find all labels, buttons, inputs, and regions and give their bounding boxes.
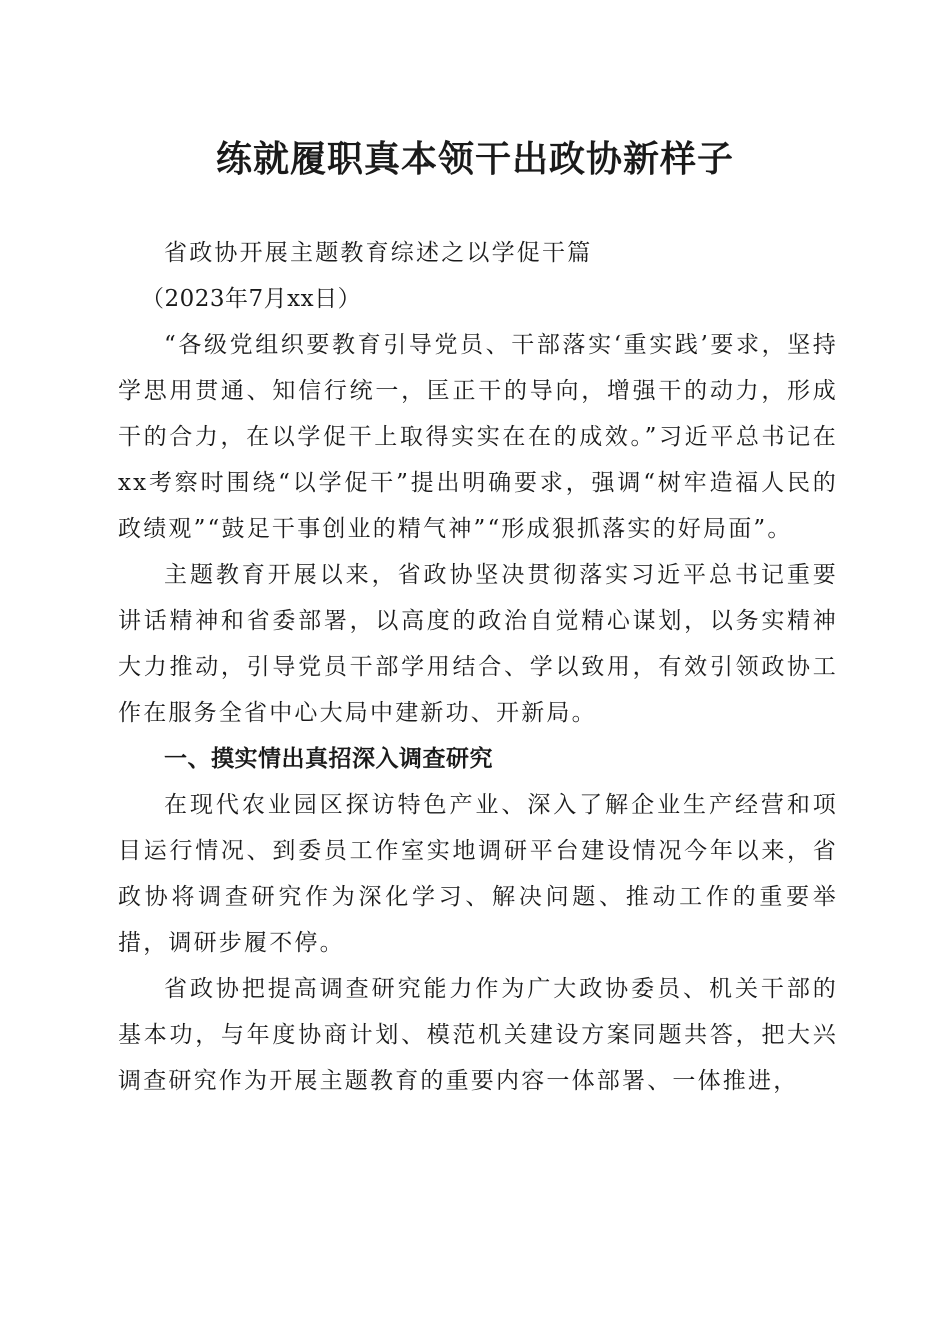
paragraph-intro: 主题教育开展以来，省政协坚决贯彻落实习近平总书记重要讲话精神和省委部署，以高度的政治自觉精心谋划，以务实精神大力推动，引导党员干部学用结合、学以致用，有效引领政协工作在服务全省中心大局中建新功、开新局。	[118, 562, 838, 726]
section1-paragraph: 省政协把提高调查研究能力作为广大政协委员、机关干部的基本功，与年度协商计划、模范机关建设方案同题共答，把大兴调查研究作为开展主题教育的重要内容一体部署、一体推进，	[118, 976, 838, 1094]
paragraph-quote: “各级党组织要教育引导党员、干部落实‘重实践’要求，坚持学思用贯通、知信行统一，匡正干的导向，增强干的动力，形成干的合力，在以学促干上取得实实在在的成效。”习近平总书记在xx考察时围绕“以学促干”提出明确要求，强调“树牢造福人民的政绩观”“鼓足干事创业的精气神”“形成狠抓落实的好局面”。	[118, 332, 838, 542]
section-heading-1: 一、摸实情出真招深入调查研究	[164, 746, 493, 772]
subtitle: 省政协开展主题教育综述之以学促干篇	[164, 240, 593, 266]
section1-paragraph: 在现代农业园区探访特色产业、深入了解企业生产经营和项目运行情况、到委员工作室实地调研平台建设情况今年以来，省政协将调查研究作为深化学习、解决问题、推动工作的重要举措，调研步履不停。	[118, 792, 838, 956]
date-line: （2023年7月xx日）	[141, 286, 362, 312]
document-body	[118, 230, 838, 1104]
document-title: 练就履职真本领干出政协新样子	[215, 139, 734, 180]
